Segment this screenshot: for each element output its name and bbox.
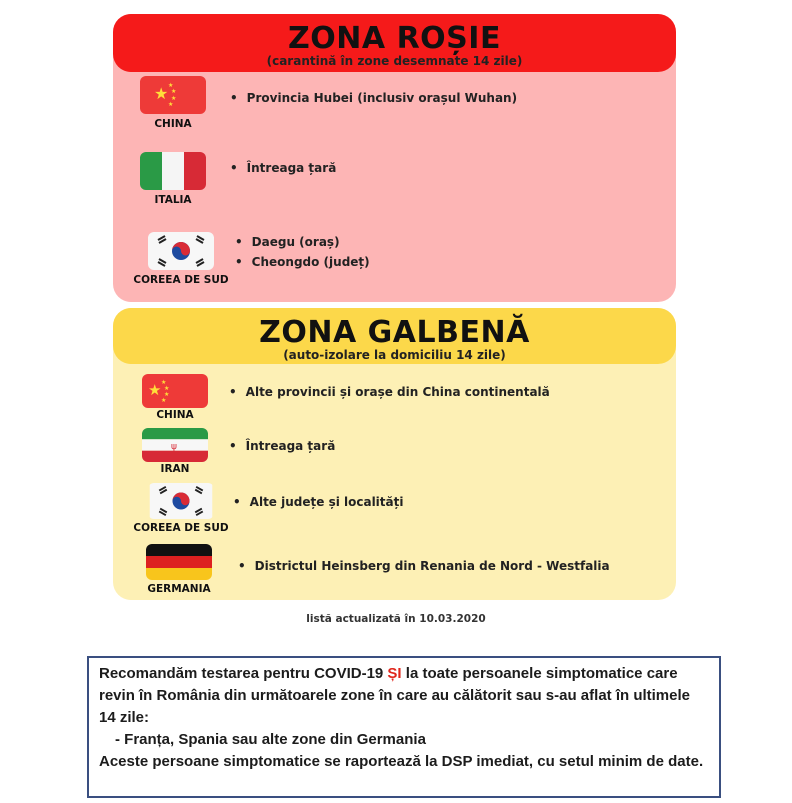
country-label: GERMANIA (147, 583, 211, 595)
red-zone-panel (113, 14, 676, 302)
bullet-list (238, 556, 610, 576)
recommendation-text-continued: la toate persoanele simptomatice care revin în România din următoarele zone în care au călătorit sau s-au aflat în ultimele 14 zile: (99, 665, 690, 726)
recommendation-text: Recomandăm testarea pentru COVID-19 (99, 665, 388, 682)
bullet-list (235, 232, 370, 272)
svg-text:★: ★ (164, 385, 170, 392)
svg-text:ψ: ψ (171, 442, 177, 452)
bullet-list (229, 436, 335, 456)
list-item: • Provincia Hubei (inclusiv orașul Wuhan) (230, 88, 517, 108)
country-label: CHINA (156, 409, 194, 421)
svg-text:★: ★ (161, 397, 167, 404)
yellow-zone-subtitle: (auto-izolare la domiciliu 14 zile) (283, 348, 506, 362)
list-item: • Întreaga țară (230, 158, 336, 178)
yellow-zone-title: ZONA GALBENĂ (259, 315, 530, 350)
bullet-list (230, 158, 336, 178)
recommendation-emphasis: ȘI (387, 665, 402, 682)
svg-text:★: ★ (168, 82, 174, 89)
list-item: • Întreaga țară (229, 436, 335, 456)
bullet-list (233, 492, 403, 512)
bullet-list (229, 382, 550, 402)
recommendation-closing: Aceste persoane simptomatice se raportează la DSP imediat, cu setul minim de date. (99, 753, 704, 770)
recommendation-box (87, 656, 721, 798)
svg-text:★: ★ (171, 95, 177, 102)
country-label: COREEA DE SUD (133, 274, 229, 286)
red-zone-subtitle: (carantină în zone desemnate 14 zile) (266, 54, 523, 68)
svg-text:★: ★ (168, 101, 174, 108)
update-date-note: listă actualizată în 10.03.2020 (306, 613, 486, 625)
country-label: IRAN (160, 463, 190, 475)
list-item: • Districtul Heinsberg din Renania de Nord - Westfalia (238, 556, 610, 576)
recommendation-list-item: - Franța, Spania sau alte zone din Germania (115, 731, 426, 748)
svg-text:★: ★ (161, 379, 167, 386)
red-zone-title: ZONA ROȘIE (288, 21, 501, 56)
south-korea-flag-icon (148, 483, 214, 519)
recommendation-paragraph (99, 663, 709, 729)
italy-flag-icon (140, 152, 206, 190)
svg-text:★: ★ (171, 88, 177, 95)
list-item: • Cheongdo (județ) (235, 252, 370, 272)
red-zone-header (113, 14, 676, 72)
svg-text:★: ★ (154, 84, 169, 103)
list-item: • Daegu (oraș) (235, 232, 370, 252)
list-item: • Alte județe și localități (233, 492, 403, 512)
yellow-zone-panel (113, 308, 676, 600)
germany-flag-icon (146, 544, 212, 580)
country-label: ITALIA (154, 194, 192, 206)
country-label: COREEA DE SUD (133, 522, 229, 534)
svg-text:★: ★ (164, 391, 170, 398)
svg-text:★: ★ (148, 381, 162, 399)
china-flag-icon (140, 76, 206, 114)
bullet-list (230, 88, 517, 108)
south-korea-flag-icon (148, 232, 214, 270)
yellow-zone-header (113, 308, 676, 364)
list-item: • Alte provincii și orașe din China continentală (229, 382, 550, 402)
iran-flag-icon (142, 428, 208, 462)
country-label: CHINA (154, 118, 192, 130)
china-flag-icon (142, 374, 208, 408)
